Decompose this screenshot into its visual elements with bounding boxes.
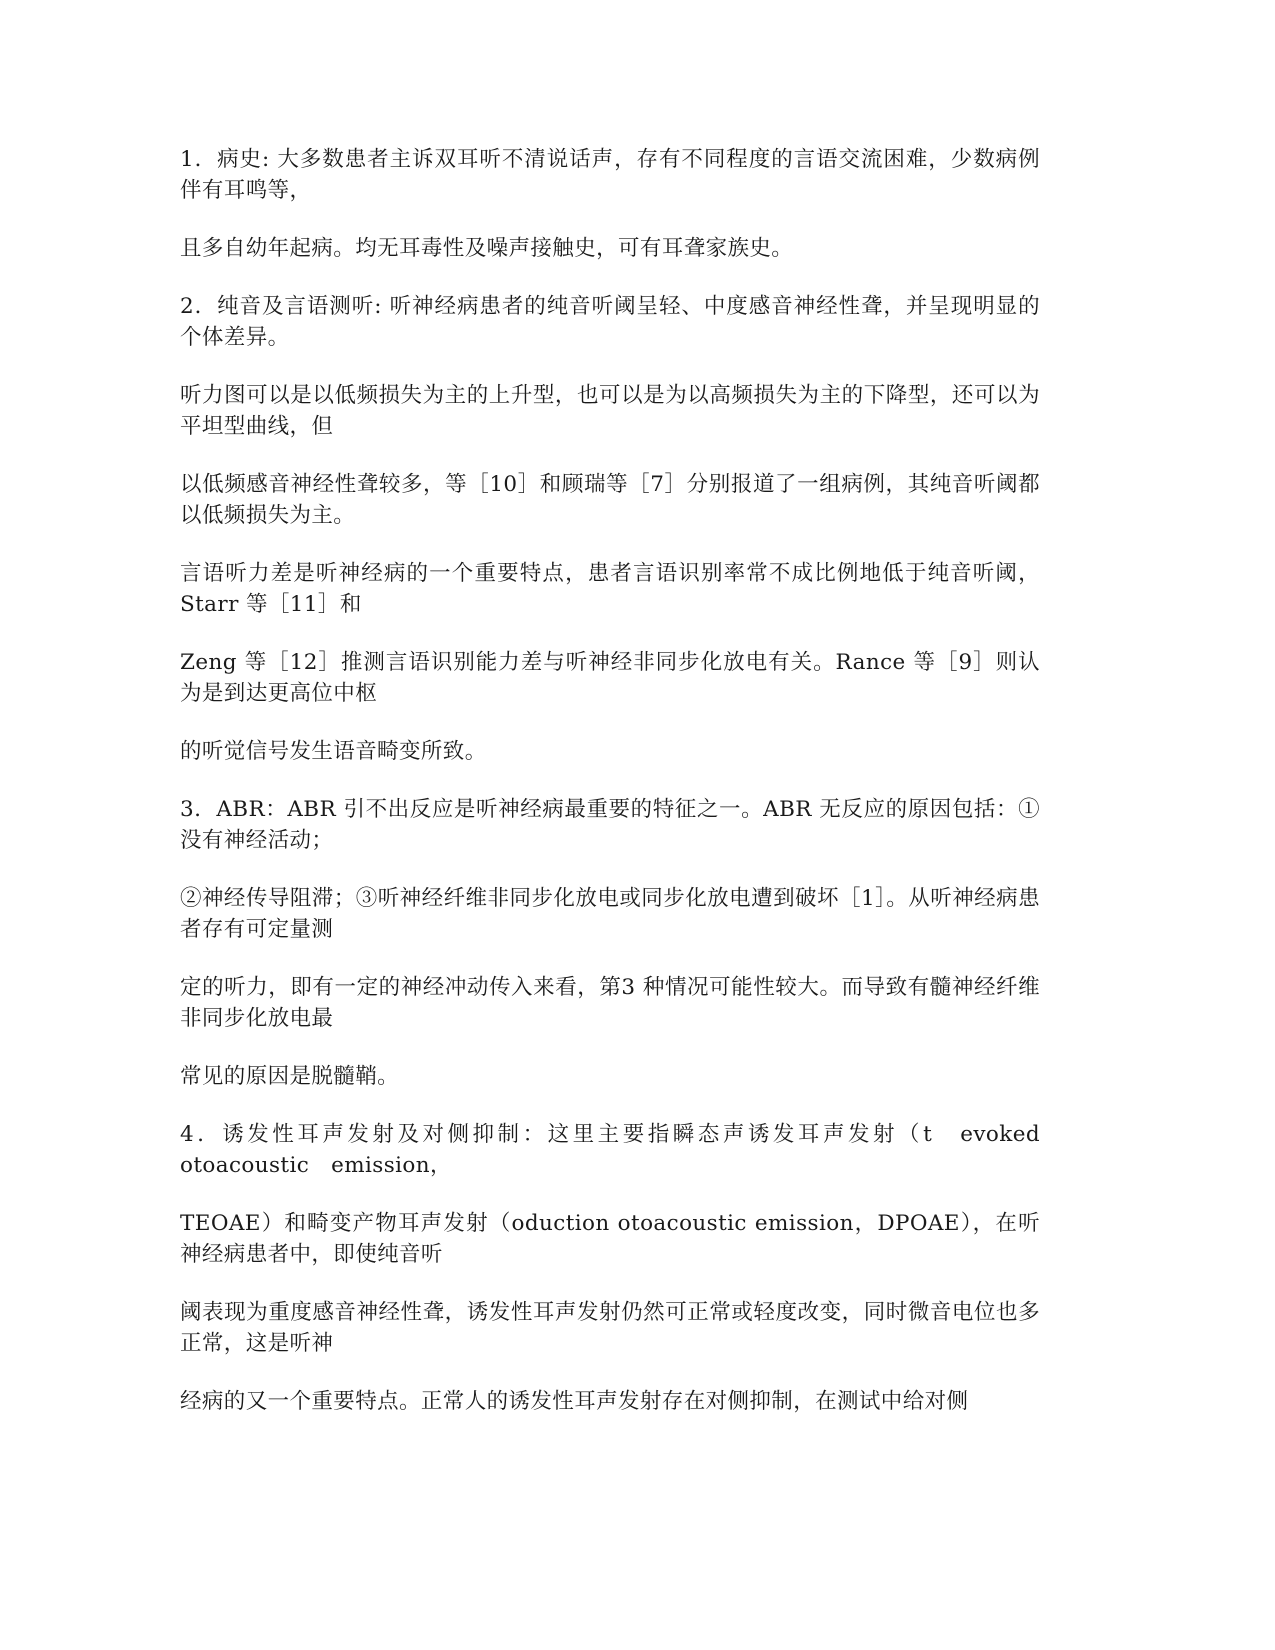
paragraph-1: 1．病史: 大多数患者主诉双耳听不清说话声，存有不同程度的言语交流困难，少数病例伴有耳鸣等， [180, 147, 1040, 203]
paragraph-15: 阈表现为重度感音神经性聋，诱发性耳声发射仍然可正常或轻度改变，同时微音电位也多正常，这是听神 [180, 1300, 1040, 1356]
paragraph-13: 4．诱发性耳声发射及对侧抑制：这里主要指瞬态声诱发耳声发射（t evoked otoacoustic emission， [180, 1122, 1062, 1178]
paragraph-12: 常见的原因是脱髓鞘。 [180, 1064, 400, 1089]
paragraph-16: 经病的又一个重要特点。正常人的诱发性耳声发射存在对侧抑制，在测试中给对侧 [180, 1389, 969, 1414]
paragraph-8: 的听觉信号发生语音畸变所致。 [180, 739, 487, 764]
document-page [180, 144, 1062, 1444]
paragraph-9: 3．ABR：ABR 引不出反应是听神经病最重要的特征之一。ABR 无反应的原因包括：①没有神经活动； [180, 797, 1040, 853]
paragraph-11: 定的听力，即有一定的神经冲动传入来看，第3 种情况可能性较大。而导致有髓神经纤维非同步化放电最 [180, 975, 1040, 1031]
paragraph-4: 听力图可以是以低频损失为主的上升型，也可以是为以高频损失为主的下降型，还可以为平坦型曲线，但 [180, 383, 1040, 439]
paragraph-5: 以低频感音神经性聋较多，等［10］和顾瑞等［7］分别报道了一组病例，其纯音听阈都以低频损失为主。 [180, 472, 1040, 528]
paragraph-14: TEOAE）和畸变产物耳声发射（oduction otoacoustic emission，DPOAE），在听神经病患者中，即使纯音听 [180, 1211, 1040, 1267]
paragraph-10: ②神经传导阻滞；③听神经纤维非同步化放电或同步化放电遭到破坏［1］。从听神经病患者存有可定量测 [180, 886, 1040, 942]
paragraph-6: 言语听力差是听神经病的一个重要特点，患者言语识别率常不成比例地低于纯音听阈，Starr 等［11］和 [180, 561, 1040, 617]
paragraph-3: 2．纯音及言语测听: 听神经病患者的纯音听阈呈轻、中度感音神经性聋，并呈现明显的个体差异。 [180, 294, 1040, 350]
paragraph-7: Zeng 等［12］推测言语识别能力差与听神经非同步化放电有关。Rance 等［9］则认为是到达更高位中枢 [180, 650, 1040, 706]
paragraph-2: 且多自幼年起病。均无耳毒性及噪声接触史，可有耳聋家族史。 [180, 236, 794, 261]
